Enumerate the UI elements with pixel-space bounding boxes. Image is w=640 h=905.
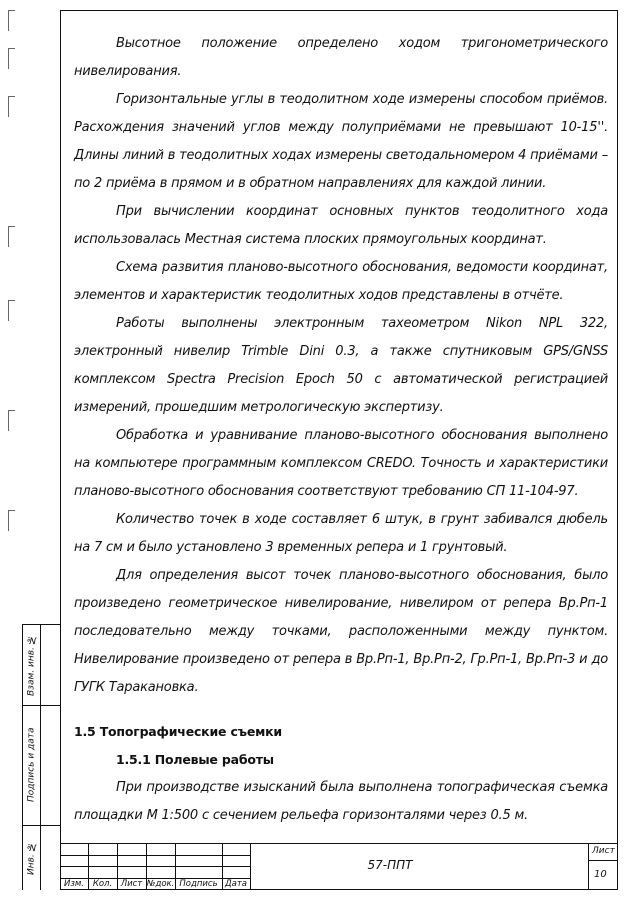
paragraph: Горизонтальные углы в теодолитном ходе измерены способом приёмов. Расхождения значений углов между полуприёмами не превышают 10-15''. Длины линий в теодолитных ходах измерены светодальномером 4 приёмами – по 2 приёма в прямом и в обратном направлениях для каждой линии. — [74, 92, 608, 191]
document-code: 57-ППТ — [367, 858, 413, 872]
section-heading: 1.5 Топографические съемки — [74, 724, 282, 739]
col-header-podpis: Подпись — [179, 879, 218, 889]
paragraph: Обработка и уравнивание планово-высотного обоснования выполнено на компьютере программным комплексом CREDO. Точность и характеристики планово-высотного обоснования соответствуют требованию СП 11-104-97. — [74, 428, 608, 499]
binding-marks — [8, 10, 18, 620]
title-block — [60, 843, 618, 890]
signature-date-label: Подпись и дата — [26, 727, 37, 803]
col-header-data: Дата — [224, 879, 247, 889]
col-header-izm: Изм. — [64, 879, 84, 889]
sheet-number: 10 — [594, 869, 607, 880]
stamp-col-line — [588, 844, 589, 890]
document-body — [74, 30, 608, 830]
paragraph: Работы выполнены электронным тахеометром Nikon NPL 322, электронный нивелир Trimble Dini 0.3, а также спутниковым GPS/GNSS комплексом Spectra Precision Epoch 50 с автоматической регистрацией измерений, прошедшим метрологическую экспертизу. — [74, 316, 608, 415]
approval-strip — [22, 624, 60, 890]
stamp-row-line — [588, 860, 618, 861]
paragraph: Для определения высот точек планово-высотного обоснования, было произведено геометрическое нивелирование, нивелиром от репера Вр.Рп-1 последовательно между точками, расположенными между пунктом. Нивелирование произведено от репера в Вр.Рп-1, Вр.Рп-2, Гр.Рп-1, Вр.Рп-3 и до ГУГК Таракановка. — [74, 568, 608, 695]
col-header-ndok: №док. — [146, 879, 175, 889]
col-header-list: Лист — [120, 879, 143, 889]
replaced-inv-label: Взам. инв. № — [26, 634, 37, 696]
col-header-kol: Кол. — [92, 879, 113, 889]
paragraph: При производстве изысканий была выполнена топографическая съемка площадки М 1:500 с сечением рельефа горизонталями через 0.5 м. — [74, 780, 608, 823]
paragraph: Высотное положение определено ходом тригонометрического нивелирования. — [74, 36, 608, 79]
paragraph: Схема развития планово-высотного обоснования, ведомости координат, элементов и характеристик теодолитных ходов представлены в отчёте. — [74, 260, 608, 303]
strip-divider — [40, 625, 41, 890]
inventory-number-label: Инв. № — [26, 841, 37, 875]
subsection-heading: 1.5.1 Полевые работы — [116, 752, 274, 767]
paragraph: Количество точек в ходе составляет 6 штук, в грунт забивался дюбель на 7 см и было установлено 3 временных репера и 1 грунтовый. — [74, 512, 608, 555]
sheet-label: Лист — [592, 846, 615, 856]
paragraph: При вычислении координат основных пунктов теодолитного хода использовалась Местная система плоских прямоугольных координат. — [74, 204, 608, 247]
